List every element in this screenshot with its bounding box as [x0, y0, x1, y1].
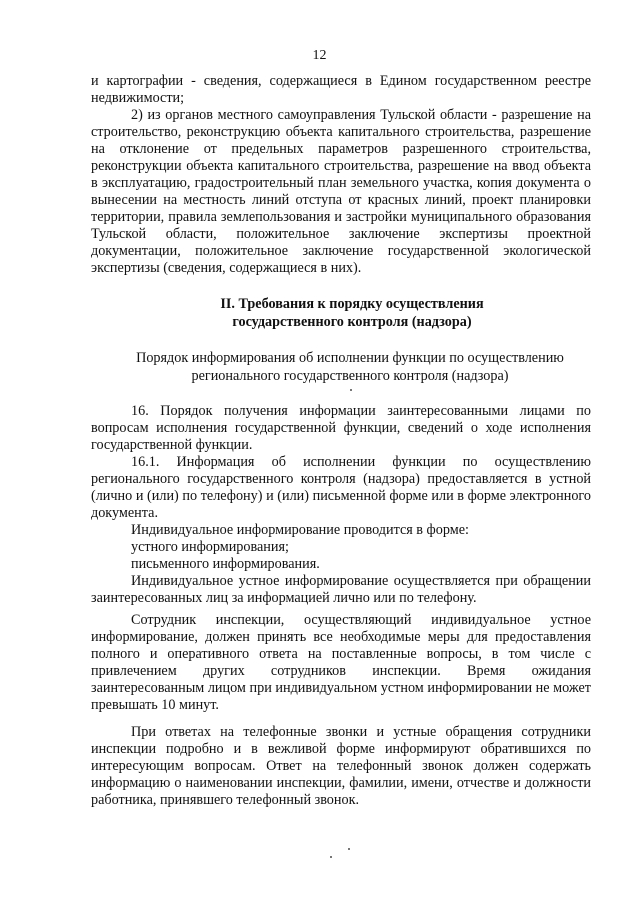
paragraph-employee: Сотрудник инспекции, осуществляющий индивидуальное устное информирование, должен принять все необходимые меры для предоставления полного и оперативного ответа на поставленные вопросы, в том числе с привлечением других сотрудников инспекции. Время ожидания заинтересованным лицом при индивидуальном устном информировании не может превышать 10 минут.: [91, 612, 591, 713]
section-title-line-2: государственного контроля (надзора): [232, 314, 472, 330]
section-subtitle-line-1: Порядок информирования об исполнении функции по осуществлению: [136, 350, 564, 366]
paragraph-continuation: и картографии - сведения, содержащиеся в Едином государственном реестре недвижимости;: [91, 73, 591, 106]
paragraph-16-1: 16.1. Информация об исполнении функции по осуществлению регионального государственного контроля (надзора) предоставляется в устной (лично и (или) по телефону) и (или) письменной форме или в форме электронного документа.: [91, 454, 591, 521]
paragraph-oral-info: Индивидуальное устное информирование осуществляется при обращении заинтересованных лиц за информацией лично или по телефону.: [91, 573, 591, 606]
paragraph-individual-forms: Индивидуальное информирование проводится в форме:: [131, 522, 469, 538]
page-content: [91, 73, 591, 809]
paragraph-phone-calls: При ответах на телефонные звонки и устные обращения сотрудники инспекции подробно и в вежливой форме информируют обратившихся по интересующим вопросам. Ответ на телефонный звонок должен содержать информацию о наименовании инспекции, фамилии, имени, отчестве и должности работника, принявшего телефонный звонок.: [91, 724, 591, 808]
list-item-oral: устного информирования;: [131, 539, 289, 555]
scan-speck: [350, 389, 352, 391]
section-title-line-1: II. Требования к порядку осуществления: [220, 296, 484, 312]
scan-speck: [330, 856, 332, 858]
page-number: 12: [312, 48, 327, 63]
section-subtitle: [91, 349, 591, 385]
section-title: [91, 295, 591, 331]
paragraph-item-2: 2) из органов местного самоуправления Тульской области - разрешение на строительство, реконструкцию объекта капитального строительства, разрешение на отклонение от предельных параметров разрешенного строительства, реконструкции объекта капитального строительства, разрешение на ввод объекта в эксплуатацию, градостроительный план земельного участка, копия документа о вынесении на местность линий отступа от красных линий, проект планировки территории, правила землепользования и застройки муниципального образования Тульской области, положительное заключение экспертизы проектной документации, положительное заключение государственной экологической экспертизы (сведения, содержащиеся в них).: [91, 107, 591, 276]
list-item-written: письменного информирования.: [131, 556, 320, 572]
section-subtitle-line-2: регионального государственного контроля (надзора): [191, 368, 509, 384]
scan-speck: [348, 848, 350, 850]
paragraph-16: 16. Порядок получения информации заинтересованными лицами по вопросам исполнения государственной функции, сведений о ходе исполнения государственной функции.: [91, 403, 591, 453]
